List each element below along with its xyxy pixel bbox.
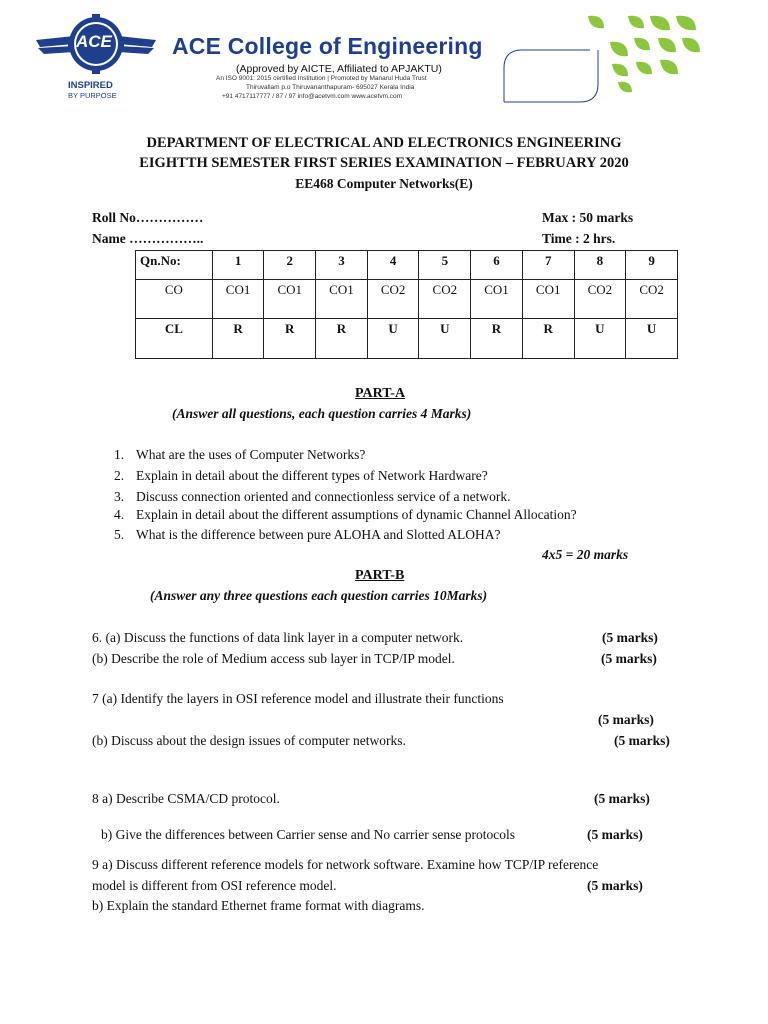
question-7b: (b) Discuss about the design issues of computer networks. [92, 733, 406, 748]
question-6a: 6. (a) Discuss the functions of data link layer in a computer network. [92, 630, 464, 645]
list-item: 1. [114, 447, 125, 462]
time-allowed: Time : 2 hrs. [542, 231, 616, 246]
table-cell: Qn.No: [136, 251, 213, 280]
marks-label: (5 marks) [598, 712, 654, 727]
marks-label: (5 marks) [587, 878, 643, 893]
table-cell: CO2 [574, 280, 626, 319]
table-cell: CO2 [419, 280, 471, 319]
question-8a: 8 a) Describe CSMA/CD protocol. [92, 791, 280, 806]
table-cell: CO1 [316, 280, 368, 319]
question-7a: 7 (a) Identify the layers in OSI reference model and illustrate their functions [92, 691, 504, 706]
table-cell: 1 [212, 251, 264, 280]
part-a-title: PART-A [355, 386, 406, 401]
part-b-instruction: (Answer any three questions each question carries 10Marks) [150, 588, 488, 603]
college-name: ACE College of Engineering [172, 33, 483, 59]
table-cell: 3 [316, 251, 368, 280]
list-item: Discuss connection oriented and connectionless service of a network. [136, 489, 511, 504]
course-title: EE468 Computer Networks(E) [295, 176, 473, 191]
table-cell: 4 [367, 251, 419, 280]
approval-line: (Approved by AICTE, Affiliated to APJAKTU) [236, 63, 442, 75]
part-a-total: 4x5 = 20 marks [542, 547, 629, 562]
part-a-instruction: (Answer all questions, each question carries 4 Marks) [172, 406, 472, 421]
max-marks: Max : 50 marks [542, 210, 634, 225]
list-item: 3. [114, 489, 125, 504]
table-cell: R [522, 319, 574, 359]
contact-line: +91 4717117777 / 87 / 97 info@acetvm.com www.acetvm.com [222, 93, 403, 100]
table-cell: CO2 [626, 280, 678, 319]
marks-label: (5 marks) [587, 827, 643, 842]
list-item: 4. [114, 507, 125, 522]
table-cell: 8 [574, 251, 626, 280]
iso-line: An ISO 9001: 2015 certified Institution | Promoted by Manarul Huda Trust [216, 75, 427, 82]
table-cell: 5 [419, 251, 471, 280]
table-cell: 2 [264, 251, 316, 280]
table-cell: 9 [626, 251, 678, 280]
table-cell: CO [136, 280, 213, 319]
table-cell: CL [136, 319, 213, 359]
exam-title: EIGHTTH SEMESTER FIRST SERIES EXAMINATION – FEBRUARY 2020 [139, 155, 629, 171]
college-logo [34, 14, 158, 104]
table-cell: U [419, 319, 471, 359]
question-9a-line-1: 9 a) Discuss different reference models for network software. Examine how TCP/IP reference [92, 857, 599, 872]
course-outcome-table [135, 250, 678, 359]
table-row [136, 319, 678, 359]
logo-tagline-2: BY PURPOSE [68, 91, 117, 100]
question-6b: (b) Describe the role of Medium access sub layer in TCP/IP model. [92, 651, 455, 666]
table-cell: U [367, 319, 419, 359]
list-item: 5. [114, 527, 125, 542]
list-item: What are the uses of Computer Networks? [136, 447, 366, 462]
list-item: Explain in detail about the different assumptions of dynamic Channel Allocation? [136, 507, 577, 522]
table-cell: R [316, 319, 368, 359]
part-b-title: PART-B [355, 568, 405, 583]
name-field: Name …………….. [92, 231, 204, 246]
table-cell: CO2 [367, 280, 419, 319]
table-cell: R [212, 319, 264, 359]
question-8b: b) Give the differences between Carrier sense and No carrier sense protocols [101, 827, 515, 842]
table-row [136, 280, 678, 319]
table-cell: U [574, 319, 626, 359]
logo-text: ACE [76, 32, 112, 51]
list-item: Explain in detail about the different types of Network Hardware? [136, 468, 488, 483]
department-title: DEPARTMENT OF ELECTRICAL AND ELECTRONICS ENGINEERING [146, 135, 622, 151]
leaf-decoration-icon [500, 12, 705, 104]
question-9a-line-2: model is different from OSI reference model. [92, 878, 337, 893]
table-cell: R [471, 319, 523, 359]
table-cell: U [626, 319, 678, 359]
table-cell: CO1 [471, 280, 523, 319]
table-cell: CO1 [522, 280, 574, 319]
marks-label: (5 marks) [614, 733, 670, 748]
address-line: Thiruvallam p.o Thiruvananthapuram- 695027 Kerala India [246, 84, 415, 91]
marks-label: (5 marks) [602, 630, 658, 645]
list-item: What is the difference between pure ALOHA and Slotted ALOHA? [136, 527, 501, 542]
list-item: 2. [114, 468, 125, 483]
roll-no-field: Roll No…………… [92, 210, 204, 225]
marks-label: (5 marks) [594, 791, 650, 806]
table-row [136, 251, 678, 280]
logo-tagline-1: INSPIRED [68, 80, 113, 91]
table-cell: CO1 [212, 280, 264, 319]
table-cell: 7 [522, 251, 574, 280]
table-cell: R [264, 319, 316, 359]
table-cell: CO1 [264, 280, 316, 319]
question-9b: b) Explain the standard Ethernet frame format with diagrams. [92, 898, 425, 913]
marks-label: (5 marks) [601, 651, 657, 666]
table-cell: 6 [471, 251, 523, 280]
